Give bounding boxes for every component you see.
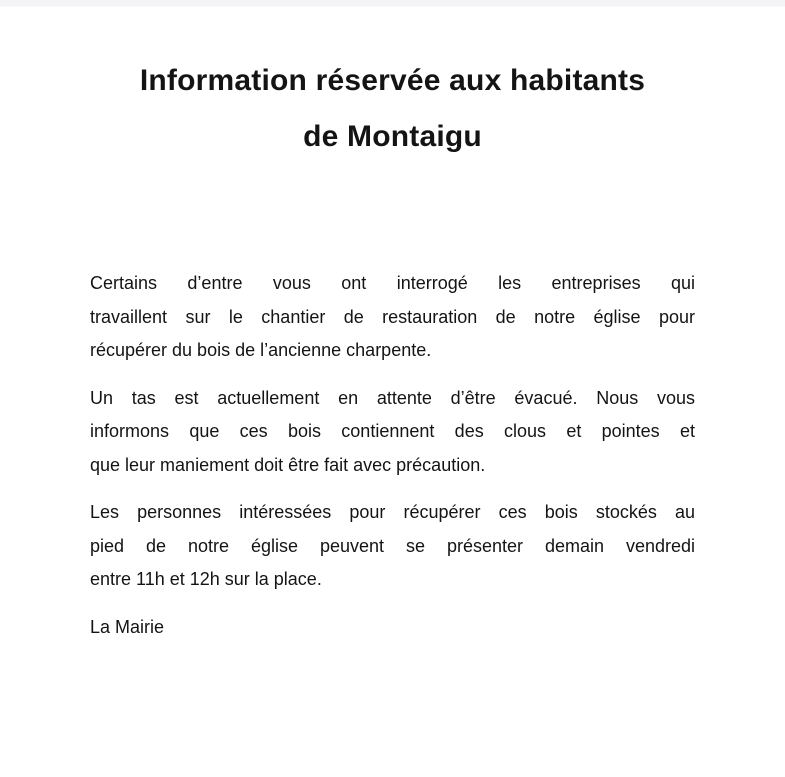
paragraph-line: pied de notre église peuvent se présenter demain vendredi [90,535,695,556]
paragraph-line: Certains d’entre vous ont interrogé les entreprises qui [90,273,695,293]
paragraph-line: entre 11h et 12h sur la place. [90,569,322,589]
paragraph [90,267,695,368]
paragraph-line: travaillent sur le chantier de restauration de notre église pour [90,306,695,327]
paragraph-line: récupérer du bois de l’ancienne charpente. [90,340,432,360]
page-top-edge [0,0,785,7]
document-body [90,267,695,597]
paragraph-line: Un tas est actuellement en attente d’être évacué. Nous vous [90,387,695,408]
paragraph [90,496,695,597]
document-title [90,53,695,165]
paragraph-line: informons que ces bois contiennent des clous et pointes et [90,421,695,441]
paragraph-line: Les personnes intéressées pour récupérer ces bois stockés au [90,502,695,522]
title-line-1: Information réservée aux habitants [139,64,646,97]
paragraph-line: que leur maniement doit être fait avec précaution. [90,454,486,475]
title-line-2: de Montaigu [303,120,482,153]
notice-document [0,53,785,644]
paragraph [90,382,695,483]
signature: La Mairie [90,616,165,637]
